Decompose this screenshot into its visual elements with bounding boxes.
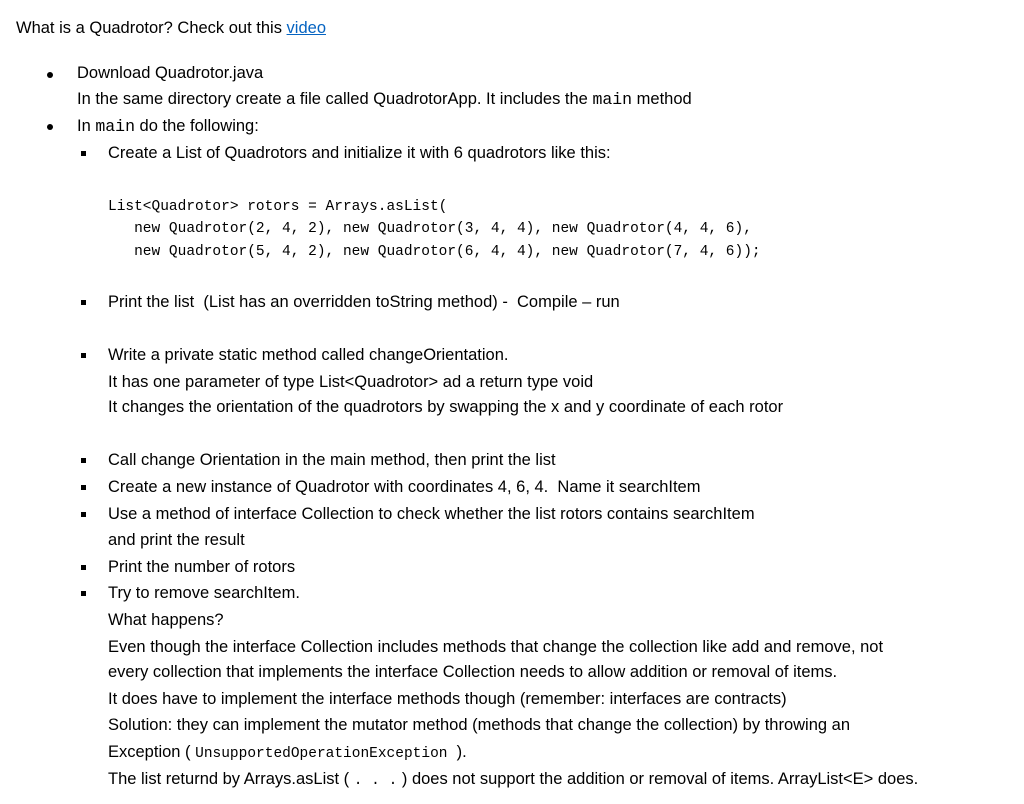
square-bullet-icon (81, 512, 86, 517)
exception-pre: Exception ( (108, 743, 196, 761)
create-app-text: In the same directory create a file called QuadrotorApp. It includes the (77, 90, 593, 108)
square-bullet-icon (81, 300, 86, 305)
create-instance-step: Create a new instance of Quadrotor with coordinates 4, 6, 4. Name it searchItem (108, 478, 701, 496)
remove-detail: every collection that implements the interface Collection needs to allow addition or removal of items. (108, 663, 838, 681)
aslist-line (108, 769, 918, 791)
create-app-line (77, 89, 692, 110)
bullet-icon (47, 72, 53, 78)
square-bullet-icon (81, 485, 86, 490)
write-method-step: Write a private static method called changeOrientation. (108, 346, 509, 364)
aslist-pre: The list returnd by Arrays.asList ( (108, 770, 354, 788)
aslist-code: . . . (353, 773, 398, 789)
square-bullet-icon (81, 565, 86, 570)
use-method-detail: and print the result (108, 531, 245, 549)
remove-detail: It does have to implement the interface methods though (remember: interfaces are contracts) (108, 690, 787, 708)
remove-detail: Even though the interface Collection includes methods that change the collection like add and remove, not (108, 638, 884, 656)
bullet-icon (47, 124, 53, 130)
in-main-pre: In (77, 117, 96, 135)
main-code: main (95, 117, 135, 136)
remove-detail: What happens? (108, 611, 224, 629)
print-list-step: Print the list (List has an overridden toString method) - Compile – run (108, 293, 620, 311)
intro-text: What is a Quadrotor? Check out this (16, 19, 287, 37)
exception-code: UnsupportedOperationException (195, 746, 448, 762)
in-main-line (77, 116, 259, 137)
write-method-detail: It changes the orientation of the quadrotors by swapping the x and y coordinate of each rotor (108, 398, 784, 416)
intro-line (16, 18, 326, 38)
create-app-text-end: method (632, 90, 692, 108)
aslist-post: ) does not support the addition or removal of items. ArrayList<E> does. (397, 770, 919, 788)
square-bullet-icon (81, 151, 86, 156)
remove-detail: Solution: they can implement the mutator method (methods that change the collection) by throwing an (108, 716, 851, 734)
exception-post: ). (447, 743, 467, 761)
video-link[interactable]: video (286, 19, 326, 37)
call-change-step: Call change Orientation in the main method, then print the list (108, 451, 556, 469)
code-line: new Quadrotor(5, 4, 2), new Quadrotor(6, 4, 4), new Quadrotor(7, 4, 6)); (108, 244, 761, 260)
download-line: Download Quadrotor.java (77, 64, 264, 82)
code-line: List<Quadrotor> rotors = Arrays.asList( (108, 199, 448, 215)
code-line: new Quadrotor(2, 4, 2), new Quadrotor(3, 4, 4), new Quadrotor(4, 4, 6), (108, 221, 752, 237)
print-number-step: Print the number of rotors (108, 558, 296, 576)
square-bullet-icon (81, 591, 86, 596)
in-main-post: do the following: (134, 117, 259, 135)
square-bullet-icon (81, 353, 86, 358)
square-bullet-icon (81, 458, 86, 463)
remove-step: Try to remove searchItem. (108, 584, 300, 602)
use-method-step: Use a method of interface Collection to check whether the list rotors contains searchItem (108, 505, 755, 523)
exception-line (108, 742, 467, 764)
write-method-detail: It has one parameter of type List<Quadrotor> ad a return type void (108, 373, 594, 391)
main-code: main (592, 90, 633, 109)
create-list-step: Create a List of Quadrotors and initialize it with 6 quadrotors like this: (108, 144, 611, 162)
